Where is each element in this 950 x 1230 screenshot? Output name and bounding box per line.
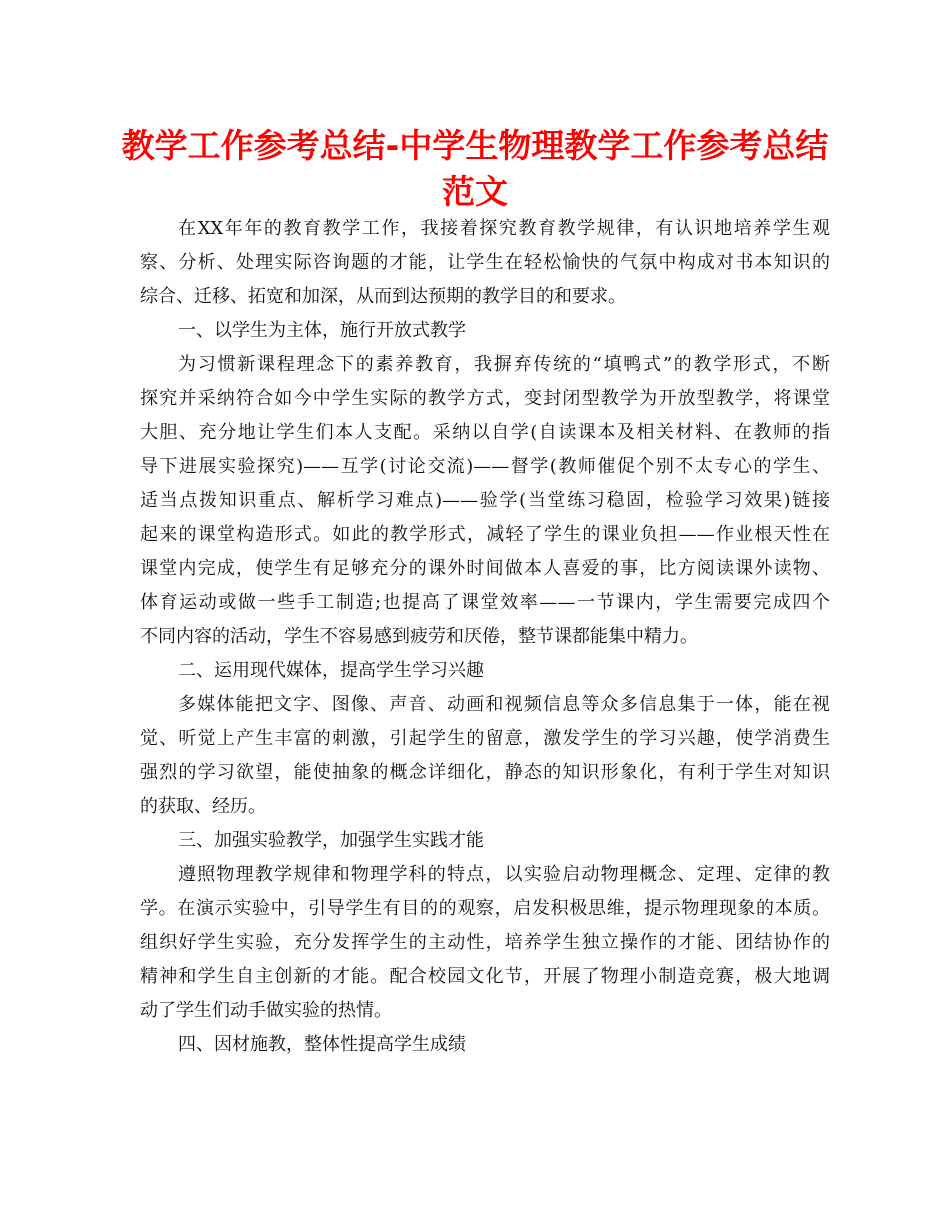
document-title-line-1: 教学工作参考总结-中学生物理教学工作参考总结	[121, 126, 829, 165]
text-line: 为习惯新课程理念下的素养教育，我摒弃传统的“填鸭式”的教学形式，不断	[178, 354, 830, 375]
text-line: 二、运用现代媒体，提高学生学习兴趣	[178, 660, 484, 681]
text-line: 精神和学生自主创新的才能。配合校园文化节，开展了物理小制造竞赛，极大地调	[140, 966, 830, 987]
text-line: 多媒体能把文字、图像、声音、动画和视频信息等众多信息集于一体，能在视	[178, 694, 830, 715]
text-line: 导下进展实验探究)——互学(讨论交流)——督学(教师催促个别不太专心的学生、	[140, 456, 830, 477]
text-line: 四、因材施教，整体性提高学生成绩	[178, 1034, 466, 1055]
text-line: 动了学生们动手做实验的热情。	[140, 1000, 392, 1021]
text-line: 三、加强实验教学，加强学生实践才能	[178, 830, 484, 851]
document-title-line-2: 范文	[442, 172, 508, 211]
text-line: 起来的课堂构造形式。如此的教学形式，减轻了学生的课业负担——作业根天性在	[140, 524, 830, 545]
text-line: 察、分析、处理实际咨询题的才能，让学生在轻松愉快的气氛中构成对书本知识的	[140, 252, 830, 273]
text-line: 课堂内完成，使学生有足够充分的课外时间做本人喜爱的事，比方阅读课外读物、	[140, 558, 830, 579]
text-line: 综合、迁移、拓宽和加深，从而到达预期的教学目的和要求。	[140, 286, 626, 307]
text-line: 大胆、充分地让学生们本人支配。采纳以自学(自读课本及相关材料、在教师的指	[140, 422, 830, 443]
text-line: 不同内容的活动，学生不容易感到疲劳和厌倦，整节课都能集中精力。	[140, 626, 698, 647]
text-line: 一、以学生为主体，施行开放式教学	[178, 320, 466, 341]
document-body	[140, 212, 830, 1062]
text-line: 的获取、经历。	[140, 796, 266, 817]
text-line: 在XX年年的教育教学工作，我接着探究教育教学规律，有认识地培养学生观	[178, 218, 830, 239]
text-line: 体育运动或做一些手工制造;也提高了课堂效率——一节课内，学生需要完成四个	[140, 592, 830, 613]
text-line: 强烈的学习欲望，能使抽象的概念详细化，静态的知识形象化，有利于学生对知识	[140, 762, 830, 783]
text-line: 组织好学生实验，充分发挥学生的主动性，培养学生独立操作的才能、团结协作的	[140, 932, 830, 953]
text-line: 遵照物理教学规律和物理学科的特点，以实验启动物理概念、定理、定律的教	[178, 864, 830, 885]
text-line: 探究并采纳符合如今中学生实际的教学方式，变封闭型教学为开放型教学，将课堂	[140, 388, 830, 409]
text-line: 觉、听觉上产生丰富的刺激，引起学生的留意，激发学生的学习兴趣，使学消费生	[140, 728, 830, 749]
text-line: 适当点拨知识重点、解析学习难点)——验学(当堂练习稳固，检验学习效果)链接	[140, 490, 830, 511]
text-line: 学。在演示实验中，引导学生有目的的观察，启发积极思维，提示物理现象的本质。	[140, 898, 830, 919]
